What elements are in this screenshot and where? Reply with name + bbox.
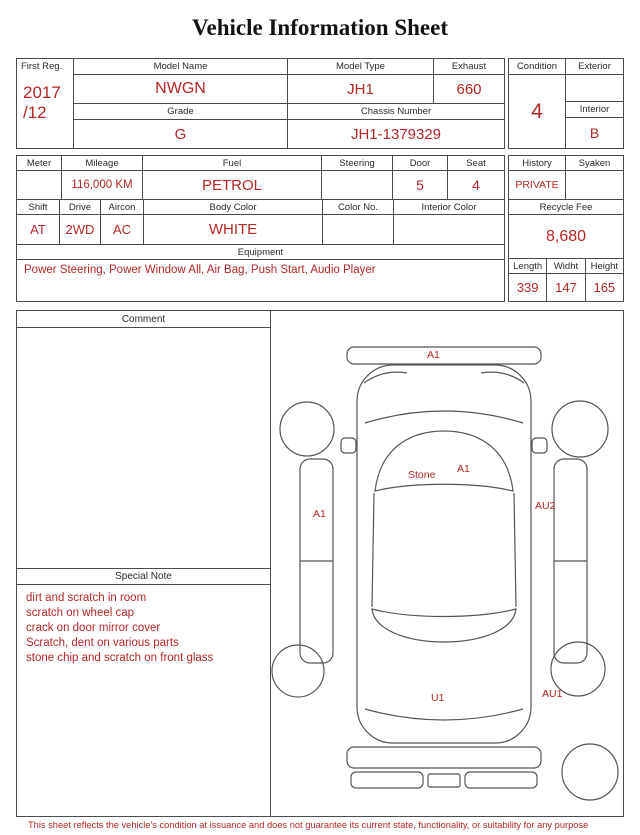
- color-no-value: [323, 215, 393, 244]
- condition-value: 4: [509, 75, 565, 148]
- meter-label: Meter: [17, 156, 61, 170]
- damage-label-rear-right: AU1: [542, 688, 563, 700]
- first-reg-month: /12: [23, 102, 47, 122]
- model-type-value: JH1: [288, 75, 433, 103]
- exhaust-label: Exhaust: [434, 59, 504, 74]
- headlight-left-shape: [364, 372, 407, 383]
- model-name-label: Model Name: [74, 59, 287, 74]
- car-diagram-svg: [271, 311, 622, 816]
- interior-color-label: Interior Color: [394, 200, 504, 214]
- first-reg-year: 2017: [23, 83, 61, 102]
- length-label: Length: [509, 259, 546, 273]
- equipment-section: [16, 244, 505, 302]
- chassis-label: Chassis Number: [288, 104, 504, 119]
- roof-left-line: [372, 493, 374, 607]
- width-label: Widht: [547, 259, 584, 273]
- registration-table: [16, 58, 505, 149]
- damage-label-left-side: A1: [313, 508, 326, 520]
- headlight-right-shape: [481, 372, 524, 383]
- exterior-value: [566, 75, 623, 101]
- length-value: 339: [509, 274, 546, 301]
- damage-label-windshield-word: Stone: [408, 469, 436, 481]
- recycle-fee-label: Recycle Fee: [509, 200, 623, 214]
- hood-line: [365, 411, 523, 423]
- special-note-line: stone chip and scratch on front glass: [26, 652, 214, 664]
- rear-light-right-shape: [465, 772, 537, 788]
- special-note-line: dirt and scratch in room: [26, 592, 147, 604]
- front-bumper-shape: [347, 347, 541, 364]
- spec-table-row1: [16, 155, 505, 200]
- aircon-value: AC: [101, 215, 143, 244]
- recycle-fee-table: [508, 199, 624, 259]
- damage-label-right-side: AU2: [535, 500, 556, 512]
- seat-label: Seat: [448, 156, 504, 170]
- license-plate-shape: [428, 774, 460, 787]
- drive-value: 2WD: [60, 215, 100, 244]
- comment-area: [17, 328, 270, 568]
- mirror-left-shape: [341, 438, 356, 453]
- mileage-label: Mileage: [62, 156, 142, 170]
- page-title: Vehicle Information Sheet: [192, 15, 448, 40]
- syaken-label: Syaken: [566, 156, 623, 170]
- wheel-front-left: [280, 402, 334, 456]
- spare-tire: [562, 744, 618, 800]
- first-reg-cell: [17, 59, 73, 148]
- windshield-shape: [375, 431, 513, 491]
- grade-label: Grade: [74, 104, 287, 119]
- door-value: 5: [393, 171, 447, 199]
- damage-label-windshield-code: A1: [457, 463, 470, 475]
- damage-label-front-bumper: A1: [427, 349, 440, 361]
- special-note-list: [17, 585, 270, 672]
- comment-header: Comment: [17, 311, 270, 328]
- exhaust-value: 660: [434, 75, 504, 103]
- damage-label-rear-gate: U1: [431, 692, 445, 704]
- rear-window-shape: [372, 609, 516, 642]
- car-damage-diagram: [271, 311, 623, 816]
- first-reg-label: First Reg.: [21, 61, 63, 72]
- spec-table-row2: [16, 199, 505, 245]
- history-label: History: [509, 156, 565, 170]
- special-note-line: crack on door mirror cover: [26, 622, 161, 634]
- condition-table: [508, 58, 624, 149]
- fuel-label: Fuel: [143, 156, 321, 170]
- mirror-right-shape: [532, 438, 547, 453]
- trunk-line: [365, 709, 523, 720]
- color-no-label: Color No.: [323, 200, 393, 214]
- first-reg-value: [21, 83, 61, 122]
- roof-right-line: [514, 493, 516, 607]
- fuel-value: PETROL: [143, 171, 321, 199]
- height-value: 165: [586, 274, 623, 301]
- special-note-line: scratch on wheel cap: [26, 607, 135, 619]
- recycle-fee-value: 8,680: [509, 215, 623, 258]
- syaken-value: [566, 171, 623, 199]
- seat-value: 4: [448, 171, 504, 199]
- aircon-label: Aircon: [101, 200, 143, 214]
- drive-label: Drive: [60, 200, 100, 214]
- rear-bumper-shape: [347, 747, 541, 768]
- body-color-label: Body Color: [144, 200, 322, 214]
- interior-color-value: [394, 215, 504, 244]
- mileage-value: 116,000 KM: [62, 171, 142, 199]
- rear-light-left-shape: [351, 772, 423, 788]
- bottom-section: [16, 310, 624, 817]
- wheel-front-right: [552, 401, 608, 457]
- car-body-outline: [357, 365, 531, 743]
- model-name-value: NWGN: [74, 75, 287, 103]
- steering-value: [322, 171, 392, 199]
- interior-label: Interior: [566, 102, 623, 117]
- dimensions-table: [508, 258, 624, 302]
- wheel-rear-left: [272, 645, 324, 697]
- disclaimer-text: This sheet reflects the vehicle's condition at issuance and does not guarantee its current state, functionality, or suitability for any purpose: [28, 820, 589, 830]
- meter-value: [17, 171, 61, 199]
- history-value: PRIVATE: [509, 171, 565, 199]
- shift-label: Shift: [17, 200, 59, 214]
- comment-panel: [17, 311, 271, 816]
- shift-value: AT: [17, 215, 59, 244]
- grade-value: G: [74, 120, 287, 148]
- door-label: Door: [393, 156, 447, 170]
- special-note-header: Special Note: [17, 568, 270, 585]
- interior-value: B: [566, 118, 623, 148]
- condition-label: Condition: [509, 59, 565, 74]
- model-type-label: Model Type: [288, 59, 433, 74]
- body-color-value: WHITE: [144, 215, 322, 244]
- equipment-value: Power Steering, Power Window All, Air Bag, Push Start, Audio Player: [17, 260, 504, 301]
- special-note-line: Scratch, dent on various parts: [26, 637, 179, 649]
- history-table: [508, 155, 624, 200]
- chassis-value: JH1-1379329: [288, 120, 504, 148]
- width-value: 147: [547, 274, 584, 301]
- equipment-label: Equipment: [17, 245, 504, 259]
- steering-label: Steering: [322, 156, 392, 170]
- exterior-label: Exterior: [566, 59, 623, 74]
- height-label: Height: [586, 259, 623, 273]
